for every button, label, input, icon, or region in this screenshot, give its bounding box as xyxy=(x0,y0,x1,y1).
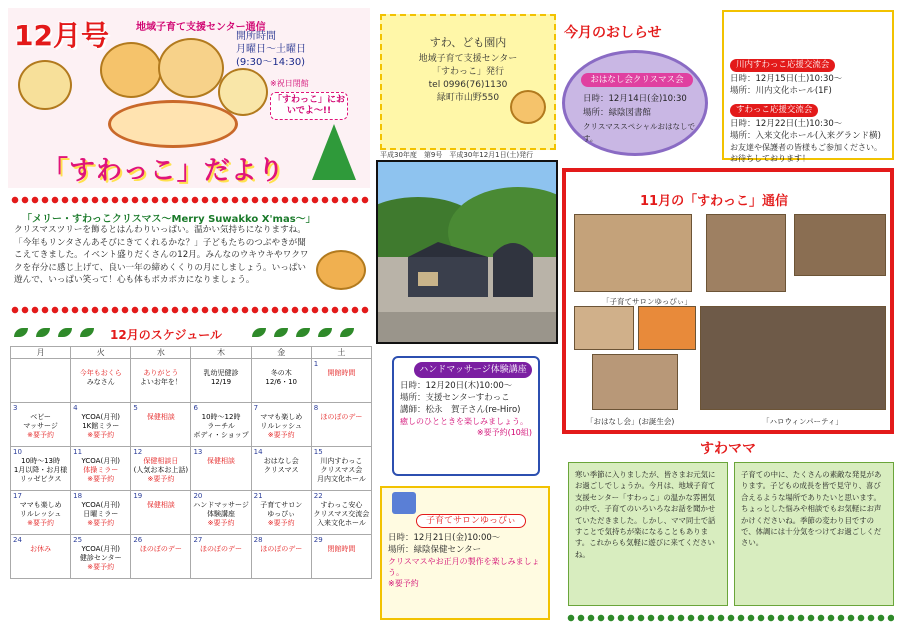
christmas-tree-icon xyxy=(312,124,356,180)
calendar-event: 川内すわっこ xyxy=(320,457,363,465)
photo-salon xyxy=(574,214,692,292)
cheer-events-box xyxy=(722,10,894,163)
calendar-event: よいお年を！ xyxy=(139,378,182,386)
calendar-event: 1月以降・お月様 xyxy=(13,466,68,474)
reindeer-icon xyxy=(316,250,366,290)
weekday-header: 金 xyxy=(251,347,311,359)
calendar-day-number: 4 xyxy=(73,404,78,412)
calendar-day-cell xyxy=(11,491,71,535)
publisher-info-box xyxy=(380,14,556,150)
calendar-day-number: 6 xyxy=(193,404,198,412)
calendar-event: ママも楽しめ xyxy=(19,501,62,509)
cheer1-place: 場所：川内文化ホール(1F) xyxy=(730,86,832,96)
dotted-border xyxy=(10,306,370,314)
calendar-day-number: 20 xyxy=(193,492,203,500)
calendar-event: 開館時間 xyxy=(327,369,356,377)
calendar-day-number: 25 xyxy=(73,536,83,544)
mama-column-right: 子育ての中に、たくさんの素敵な発見があります。子どもの成長を皆で見守り、喜び合えるような場所でありたいと思います。ちょっとした悩みや相談でもお気軽にお声かけくださいね。季節の変わり目ですので、体調には十分気をつけてお過ごしください。 xyxy=(734,462,894,606)
calendar-day-cell xyxy=(11,403,71,447)
calendar-day-number: 10 xyxy=(13,448,22,456)
calendar-day-number: 7 xyxy=(253,404,259,412)
holiday-note: ※祝日閉館 xyxy=(270,79,309,88)
calendar-event: 12/6・10 xyxy=(265,378,298,386)
calendar-event: ほのぼのデー xyxy=(320,413,363,421)
hand-massage-note: 癒しのひとときを楽しみましょう。 xyxy=(400,417,528,426)
calendar-event: 閉館時間 xyxy=(327,545,356,553)
holly-icon xyxy=(58,328,72,337)
calendar-day-cell xyxy=(71,359,131,403)
cheer2-place: 場所：入来文化ホール(入来グランド横) xyxy=(730,131,881,141)
calendar-week-row xyxy=(11,359,372,403)
calendar-day-number: 13 xyxy=(193,448,203,456)
calendar-event: ベビー xyxy=(30,413,51,421)
salon-box xyxy=(380,486,550,620)
opening-hours xyxy=(236,30,306,69)
bear-illustration xyxy=(100,42,162,98)
calendar-day-number: 22 xyxy=(313,492,323,500)
calendar-event: ゆっぴぃ xyxy=(267,510,296,518)
calendar-event: YCOA(月刊) xyxy=(81,501,120,509)
calendar-event: 入来文化ホール xyxy=(316,519,366,527)
november-report xyxy=(562,168,894,434)
calendar-event: ありがとう xyxy=(143,369,179,377)
calendar-event: 日曜ミラー xyxy=(83,510,119,518)
calendar-day-cell xyxy=(251,491,311,535)
calendar-day-number: 26 xyxy=(133,536,143,544)
hand-massage-title: ハンドマッサージ体験講座 xyxy=(414,362,532,378)
holly-icon xyxy=(36,328,50,337)
calendar-week-row xyxy=(11,403,372,447)
caption-salon: 「子育てサロンゆっぴぃ」 xyxy=(602,297,692,306)
calendar-day-cell xyxy=(131,359,191,403)
calendar-day-cell xyxy=(71,403,131,447)
caption-halloween: 「ハロウィンパーティ」 xyxy=(762,417,843,426)
calendar-day-number: 17 xyxy=(13,492,22,500)
calendar-event: すわっこ安心 xyxy=(320,501,363,509)
issue-date-line: 平成30年度 第9号 平成30年12月1日(土)発行 xyxy=(380,151,534,159)
holly-border xyxy=(566,614,894,622)
photo-birthday xyxy=(592,354,678,410)
mama-title: すわママ xyxy=(700,441,756,457)
calendar-day-cell xyxy=(251,447,311,491)
calendar-day-number: 14 xyxy=(253,448,263,456)
calendar-day-cell xyxy=(191,491,251,535)
calendar-event: ボディ・ショップ xyxy=(193,431,249,439)
reservation-note: ※要予約 xyxy=(87,519,115,527)
calendar-event: リルレッシュ xyxy=(19,510,62,518)
calendar-event: ほのぼのデー xyxy=(139,545,182,553)
weekday-header: 土 xyxy=(311,347,371,359)
reservation-note: ※要予約 xyxy=(207,519,235,527)
calendar-event: 保健相談 xyxy=(146,413,175,421)
calendar-event: 月内文化ホール xyxy=(316,475,366,483)
cheer2-title: すわっこ応援交流会 xyxy=(730,104,818,117)
hand-massage-reservation: ※要予約(10組) xyxy=(476,428,532,437)
calendar-event: おはなし会 xyxy=(263,457,299,465)
cat-illustration xyxy=(218,68,268,116)
calendar-day-cell xyxy=(251,403,311,447)
newsletter-masthead: 「すわっこ」だより xyxy=(42,156,285,186)
calendar-week-row xyxy=(11,535,372,579)
salon-note: クリスマスやお正月の製作を楽しみましょう。 xyxy=(388,557,540,577)
calendar-event: 体操ミラー xyxy=(83,466,119,474)
calendar-day-cell xyxy=(311,535,371,579)
holly-icon xyxy=(340,328,354,337)
calendar-event: 今年もおくら xyxy=(79,369,122,377)
hand-massage-lecturer: 講師：松永 賀子さん(re-Hiro) xyxy=(400,405,521,415)
hand-massage-date: 日時：12月20日(木)10:00〜 xyxy=(400,381,513,391)
cat-illustration xyxy=(18,60,72,110)
calendar-day-cell xyxy=(71,491,131,535)
publisher-line: 「すわっこ」発行 xyxy=(432,67,504,77)
calendar-event: YCOA(月刊) xyxy=(81,457,120,465)
calendar-day-cell xyxy=(11,359,71,403)
photo-activity xyxy=(706,214,786,292)
calendar-event: ほのぼのデー xyxy=(200,545,243,553)
calendar-event: 保健相談 xyxy=(146,501,175,509)
issue-number: 12月号 xyxy=(14,19,109,52)
calendar-day-cell xyxy=(71,535,131,579)
calendar-day-number: 1 xyxy=(313,360,319,368)
calendar-day-number: 27 xyxy=(193,536,203,544)
calendar-day-cell xyxy=(131,491,191,535)
calendar-day-number: 3 xyxy=(13,404,18,412)
calendar-event: YCOA(月刊) xyxy=(81,545,120,553)
cheer1-title: 川内すわっこ応援交流会 xyxy=(730,59,835,72)
calendar-day-cell xyxy=(251,359,311,403)
calendar-day-number: 18 xyxy=(73,492,83,500)
calendar-day-cell xyxy=(131,447,191,491)
calendar-event: ママも楽しめ xyxy=(260,413,303,421)
schedule-calendar xyxy=(10,346,372,579)
masthead-panel xyxy=(8,8,370,188)
calendar-day-cell xyxy=(311,491,371,535)
reservation-note: ※要予約 xyxy=(267,431,295,439)
calendar-event: YCOA(月刊) xyxy=(81,413,120,421)
calendar-day-cell xyxy=(11,447,71,491)
calendar-day-cell xyxy=(11,535,71,579)
cheer2-date: 日時：12月22日(土)10:30〜 xyxy=(730,119,843,129)
photo-pumpkin xyxy=(638,306,696,350)
schedule-title: 12月のスケジュール xyxy=(110,328,222,342)
welcome-callout: 「すわっこ」においでよ〜!! xyxy=(270,92,348,120)
calendar-day-cell xyxy=(191,403,251,447)
calendar-event: リッゼビクス xyxy=(19,475,62,483)
story-time-place: 場所：緑陰図書館 xyxy=(583,108,652,118)
calendar-week-row xyxy=(11,491,372,535)
calendar-event: ハンドマッサージ xyxy=(193,501,249,509)
calendar-day-cell xyxy=(311,447,371,491)
reservation-note: ※要予約 xyxy=(267,519,295,527)
calendar-day-number: 15 xyxy=(313,448,323,456)
calendar-day-number: 11 xyxy=(73,448,83,456)
hours-days: 月曜日〜土曜日 xyxy=(236,44,306,55)
story-time-date: 日時：12月14日(金)10:30 xyxy=(583,94,687,104)
story-time-title: おはなし会クリスマス会 xyxy=(581,73,693,87)
holly-icon xyxy=(318,328,332,337)
photo-story xyxy=(574,306,634,350)
calendar-event: 保健相談日 xyxy=(143,457,179,465)
calendar-event: ラーチル xyxy=(207,422,235,430)
weekday-header-row xyxy=(11,347,372,359)
reservation-note: ※要予約 xyxy=(27,431,55,439)
hand-massage-box xyxy=(392,356,540,476)
publisher-line: 地域子育て支援センター xyxy=(418,54,518,64)
salon-title: 子育てサロンゆっぴぃ xyxy=(416,514,526,528)
weekday-header: 月 xyxy=(11,347,71,359)
bear-icon xyxy=(510,90,546,124)
building-illustration xyxy=(378,162,558,344)
publisher-phone: tel 0996(76)1130 xyxy=(428,80,508,90)
calendar-day-number: 28 xyxy=(253,536,263,544)
caption-story: 「おはなし会」(お誕生会) xyxy=(586,417,675,426)
salon-reservation: ※要予約 xyxy=(388,579,419,588)
calendar-event: ほのぼのデー xyxy=(260,545,303,553)
calendar-day-cell xyxy=(131,403,191,447)
greeting-body: クリスマスツリーを飾るとはんわりいっぱい。温かい気持ちになりますね。「今年もリンタさんあそびにきてくれるかな？」子どもたちのつぶやきが聞こえてきました。イベント盛りだくさんの12月。みんなのウキウキやワクワクを存分に感じ上げて、良い一年の締めくくりの月にしましょう。いっぱい遊んで、いっぱい笑って！心も体もポカポカになりましょう。 xyxy=(14,225,309,286)
calendar-day-number: 8 xyxy=(313,404,319,412)
calendar-event: 子育てサロン xyxy=(260,501,303,509)
calendar-event: 12/19 xyxy=(210,378,232,386)
report-title: 11月の「すわっこ」通信 xyxy=(640,194,788,209)
calendar-event: クリスマス交流会 xyxy=(313,510,370,518)
dotted-border xyxy=(10,196,370,204)
hours-label: 開所時間 xyxy=(236,31,276,42)
calendar-event: クリスマス xyxy=(263,466,299,474)
salon-date: 日時：12月21日(金)10:00〜 xyxy=(388,533,501,543)
calendar-day-number: 24 xyxy=(13,536,22,544)
salon-place: 場所：緑陰保健センター xyxy=(388,545,482,555)
building-photo xyxy=(376,160,558,344)
calendar-event: 10時〜13時 xyxy=(21,457,60,465)
notices-title: 今月のおしらせ xyxy=(564,25,662,41)
calendar-day-cell xyxy=(191,535,251,579)
calendar-day-cell xyxy=(311,403,371,447)
holly-icon xyxy=(274,328,288,337)
bear-illustration xyxy=(158,38,224,98)
calendar-event: 保健相談 xyxy=(207,457,236,465)
mama-column-left: 寒い季節に入りましたが、皆さまお元気にお過ごしでしょうか。今月は、地域子育て支援センター「すわっこ」の温かな雰囲気の中で、子育てのいろいろなお話を聞かせていただきました。しかし、ママ同士で話すことで気持ちが楽になることもあります。これからも気軽に遊びに来てくださいね。 xyxy=(568,462,728,606)
calendar-day-number: 21 xyxy=(253,492,263,500)
calendar-event: お休み xyxy=(30,545,52,553)
story-time-note: クリスマススペシャルおはなしです。 xyxy=(583,122,696,143)
calendar-week-row xyxy=(11,447,372,491)
photo-halloween xyxy=(794,214,886,276)
calendar-event: 1K館ミラー xyxy=(82,422,120,430)
reservation-note: ※要予約 xyxy=(87,563,115,571)
weekday-header: 水 xyxy=(131,347,191,359)
calendar-day-number: 5 xyxy=(133,404,138,412)
publisher-address: 緑町市山野550 xyxy=(436,93,500,103)
hours-time: (9:30〜14:30) xyxy=(236,57,306,68)
photo-halloween-party xyxy=(700,306,886,410)
holly-icon xyxy=(296,328,310,337)
weekday-header: 火 xyxy=(71,347,131,359)
calendar-day-number: 19 xyxy=(133,492,143,500)
calendar-event: みなさん xyxy=(86,378,115,386)
publisher-line: すわ、ども園内 xyxy=(429,36,507,49)
cake-illustration xyxy=(108,100,238,148)
hand-massage-place: 場所：支援センターすわっこ xyxy=(400,393,510,403)
holly-icon xyxy=(80,328,94,337)
holly-icon xyxy=(14,328,28,337)
calendar-day-cell xyxy=(311,359,371,403)
reservation-note: ※要予約 xyxy=(27,519,55,527)
calendar-event: マッサージ xyxy=(23,422,58,430)
calendar-event: 10時〜12時 xyxy=(201,413,241,421)
newsletter-subtitle: 地域子育て支援センター通信 xyxy=(136,22,266,33)
calendar-day-number: 12 xyxy=(133,448,143,456)
reservation-note: ※要予約 xyxy=(147,475,175,483)
cheer2-note: お友達や保護者の皆様もご参加ください。お待ちしております！ xyxy=(730,143,882,163)
calendar-day-cell xyxy=(251,535,311,579)
gift-icon xyxy=(392,492,416,514)
reservation-note: ※要予約 xyxy=(87,475,115,483)
cheer1-date: 日時：12月15日(土)10:30〜 xyxy=(730,74,843,84)
calendar-day-cell xyxy=(71,447,131,491)
calendar-event: 乳幼児健診 xyxy=(203,369,239,377)
weekday-header: 木 xyxy=(191,347,251,359)
calendar-day-cell xyxy=(191,447,251,491)
calendar-event: 体験講座 xyxy=(207,510,236,518)
calendar-day-number: 29 xyxy=(313,536,323,544)
greeting-title: 「メリー・すわっこクリスマス〜Merry Suwakko X'mas〜」 xyxy=(22,214,316,225)
story-time-notice xyxy=(562,50,708,156)
calendar-event: (人気お本お上話) xyxy=(133,466,189,474)
calendar-day-cell xyxy=(191,359,251,403)
calendar-event: 健診センター xyxy=(79,554,122,562)
calendar-event: リルレッシュ xyxy=(260,422,303,430)
calendar-day-cell xyxy=(131,535,191,579)
calendar-event: 冬の木 xyxy=(270,369,292,377)
reservation-note: ※要予約 xyxy=(87,431,115,439)
holly-icon xyxy=(252,328,266,337)
calendar-event: クリスマス会 xyxy=(320,466,363,474)
calendar-body xyxy=(11,359,372,579)
